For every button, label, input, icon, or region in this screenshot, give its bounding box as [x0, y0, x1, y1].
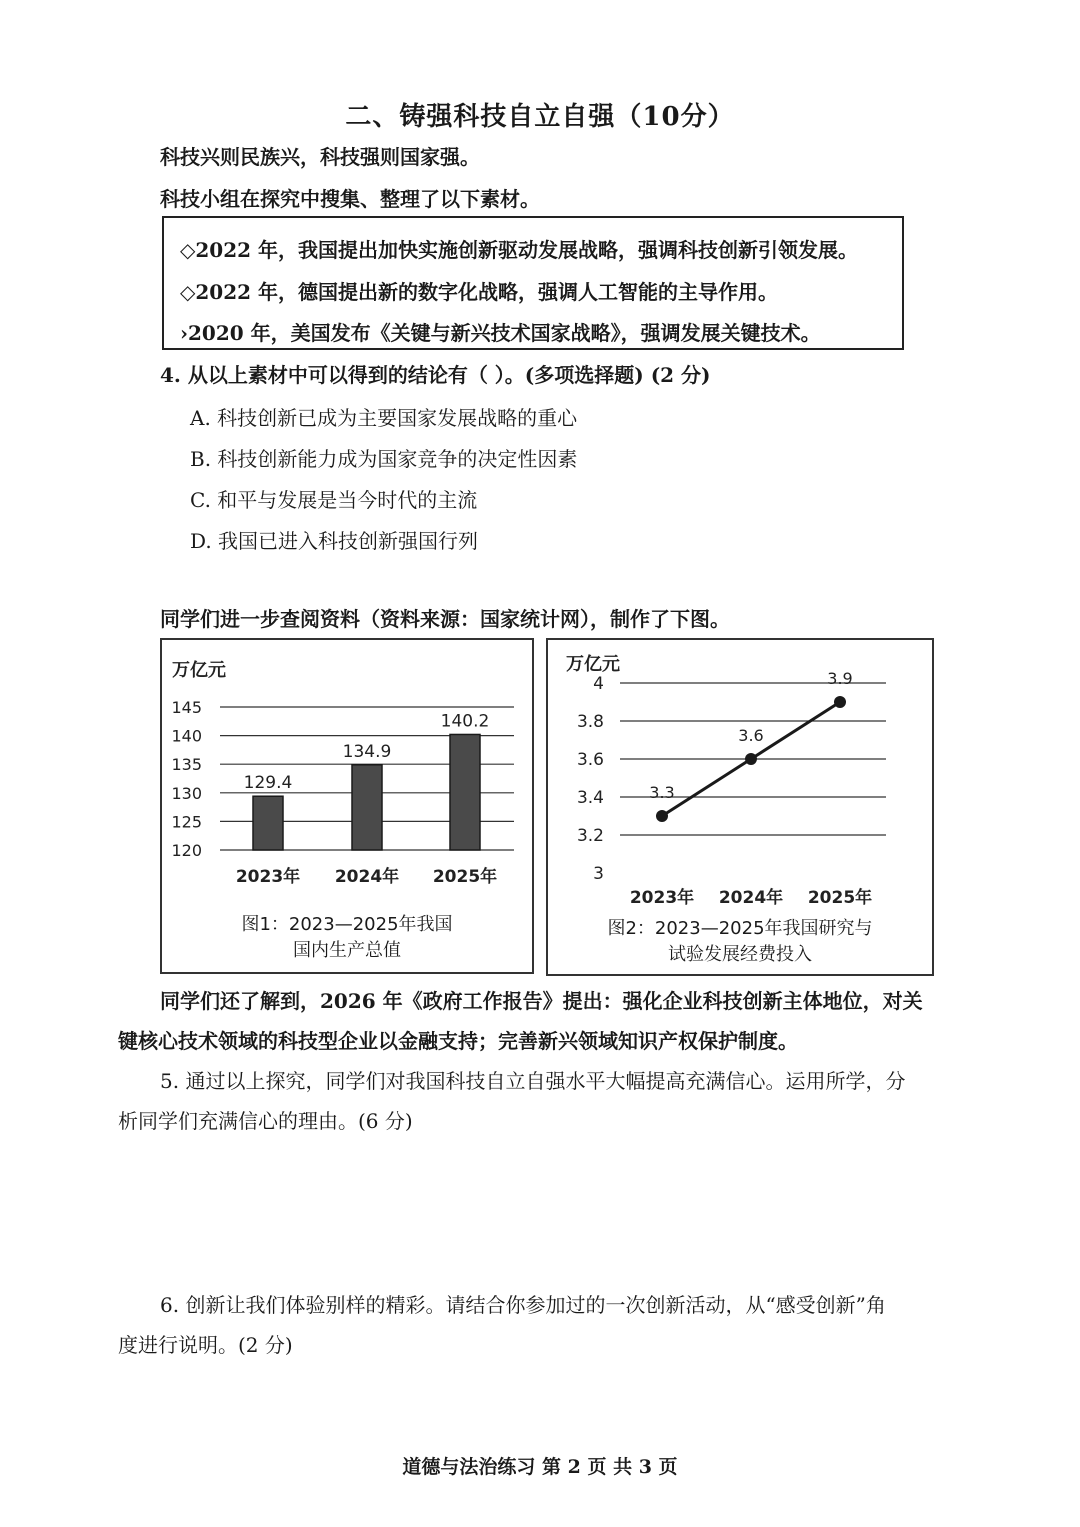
gdp-bar-chart	[160, 638, 534, 974]
material-line: ›2020 年，美国发布《关键与新兴技术国家战略》，强调发展关键技术。	[180, 321, 821, 345]
chart2-caption-line2: 试验发展经费投入	[668, 944, 812, 965]
x-tick-label: 2023年	[629, 888, 695, 908]
chart2-caption-line1: 图2：2023—2025年我国研究与	[607, 918, 873, 939]
y-tick-label: 135	[171, 755, 202, 775]
option-c: C. 和平与发展是当今时代的主流	[190, 488, 478, 512]
y-tick-label: 3.8	[576, 712, 604, 732]
question-5-line-2: 析同学们充满信心的理由。(6 分)	[118, 1109, 413, 1133]
chart1-ylabel: 万亿元	[172, 660, 226, 681]
data-point	[656, 810, 668, 822]
rd-line-chart	[546, 638, 934, 976]
material-box	[162, 216, 904, 350]
intro-line-1: 科技兴则民族兴，科技强则国家强。	[160, 145, 480, 169]
x-tick-label: 2024年	[718, 888, 784, 908]
intro-line-2: 科技小组在探究中搜集、整理了以下素材。	[160, 187, 540, 211]
option-d: D. 我国已进入科技创新强国行列	[190, 529, 479, 553]
report-line-2: 键核心技术领域的科技型企业以金融支持；完善新兴领域知识产权保护制度。	[118, 1029, 798, 1053]
y-tick-label: 140	[171, 726, 202, 746]
x-tick-label: 2024年	[334, 867, 400, 887]
y-tick-label: 3.2	[576, 826, 604, 846]
y-tick-label: 3.6	[576, 750, 604, 770]
y-tick-label: 120	[171, 841, 202, 860]
x-tick-label: 2025年	[432, 867, 498, 887]
question-6-line-1: 6. 创新让我们体验别样的精彩。请结合你参加过的一次创新活动，从“感受创新”角	[160, 1293, 886, 1317]
point-value-label: 3.6	[738, 726, 764, 745]
y-tick-label: 4	[593, 674, 604, 694]
bar-value-label: 134.9	[342, 741, 392, 762]
data-point	[745, 753, 757, 765]
chart1-caption-line2: 国内生产总值	[293, 940, 401, 961]
y-tick-label: 145	[171, 698, 202, 717]
report-line-1: 同学们还了解到，2026 年《政府工作报告》提出：强化企业科技创新主体地位，对关	[160, 989, 923, 1013]
charts-intro: 同学们进一步查阅资料（资料来源：国家统计网），制作了下图。	[160, 607, 730, 631]
bar	[450, 734, 480, 850]
material-line: ◇2022 年，德国提出新的数字化战略，强调人工智能的主导作用。	[180, 280, 779, 304]
question-6-line-2: 度进行说明。(2 分)	[118, 1333, 293, 1357]
question-4-stem: 4. 从以上素材中可以得到的结论有（ ）。(多项选择题) (2 分)	[160, 363, 711, 387]
gdp-bar-chart-svg	[162, 640, 532, 910]
option-b: B. 科技创新能力成为国家竞争的决定性因素	[190, 447, 578, 471]
point-value-label: 3.9	[827, 669, 853, 688]
x-tick-label: 2025年	[807, 888, 873, 908]
data-point	[834, 696, 846, 708]
rd-line-chart-svg	[548, 640, 932, 916]
chart2-ylabel: 万亿元	[566, 654, 620, 675]
material-line: ◇2022 年，我国提出加快实施创新驱动发展战略，强调科技创新引领发展。	[180, 238, 859, 262]
chart1-caption-line1: 图1：2023—2025年我国	[241, 914, 453, 935]
x-tick-label: 2023年	[235, 867, 301, 887]
y-tick-label: 3.4	[576, 788, 604, 808]
point-value-label: 3.3	[649, 783, 675, 802]
y-tick-label: 125	[171, 812, 202, 832]
section-title: 二、铸强科技自立自强（10分）	[345, 102, 735, 132]
bar-value-label: 140.2	[440, 711, 490, 732]
y-tick-label: 3	[593, 864, 604, 884]
y-tick-label: 130	[171, 783, 202, 803]
bar-value-label: 129.4	[243, 773, 293, 794]
option-a: A. 科技创新已成为主要国家发展战略的重心	[190, 406, 578, 430]
bar	[253, 796, 283, 850]
page-footer: 道德与法治练习 第 2 页 共 3 页	[402, 1456, 678, 1478]
bar	[352, 765, 382, 850]
question-5-line-1: 5. 通过以上探究，同学们对我国科技自立自强水平大幅提高充满信心。运用所学，分	[160, 1069, 906, 1093]
